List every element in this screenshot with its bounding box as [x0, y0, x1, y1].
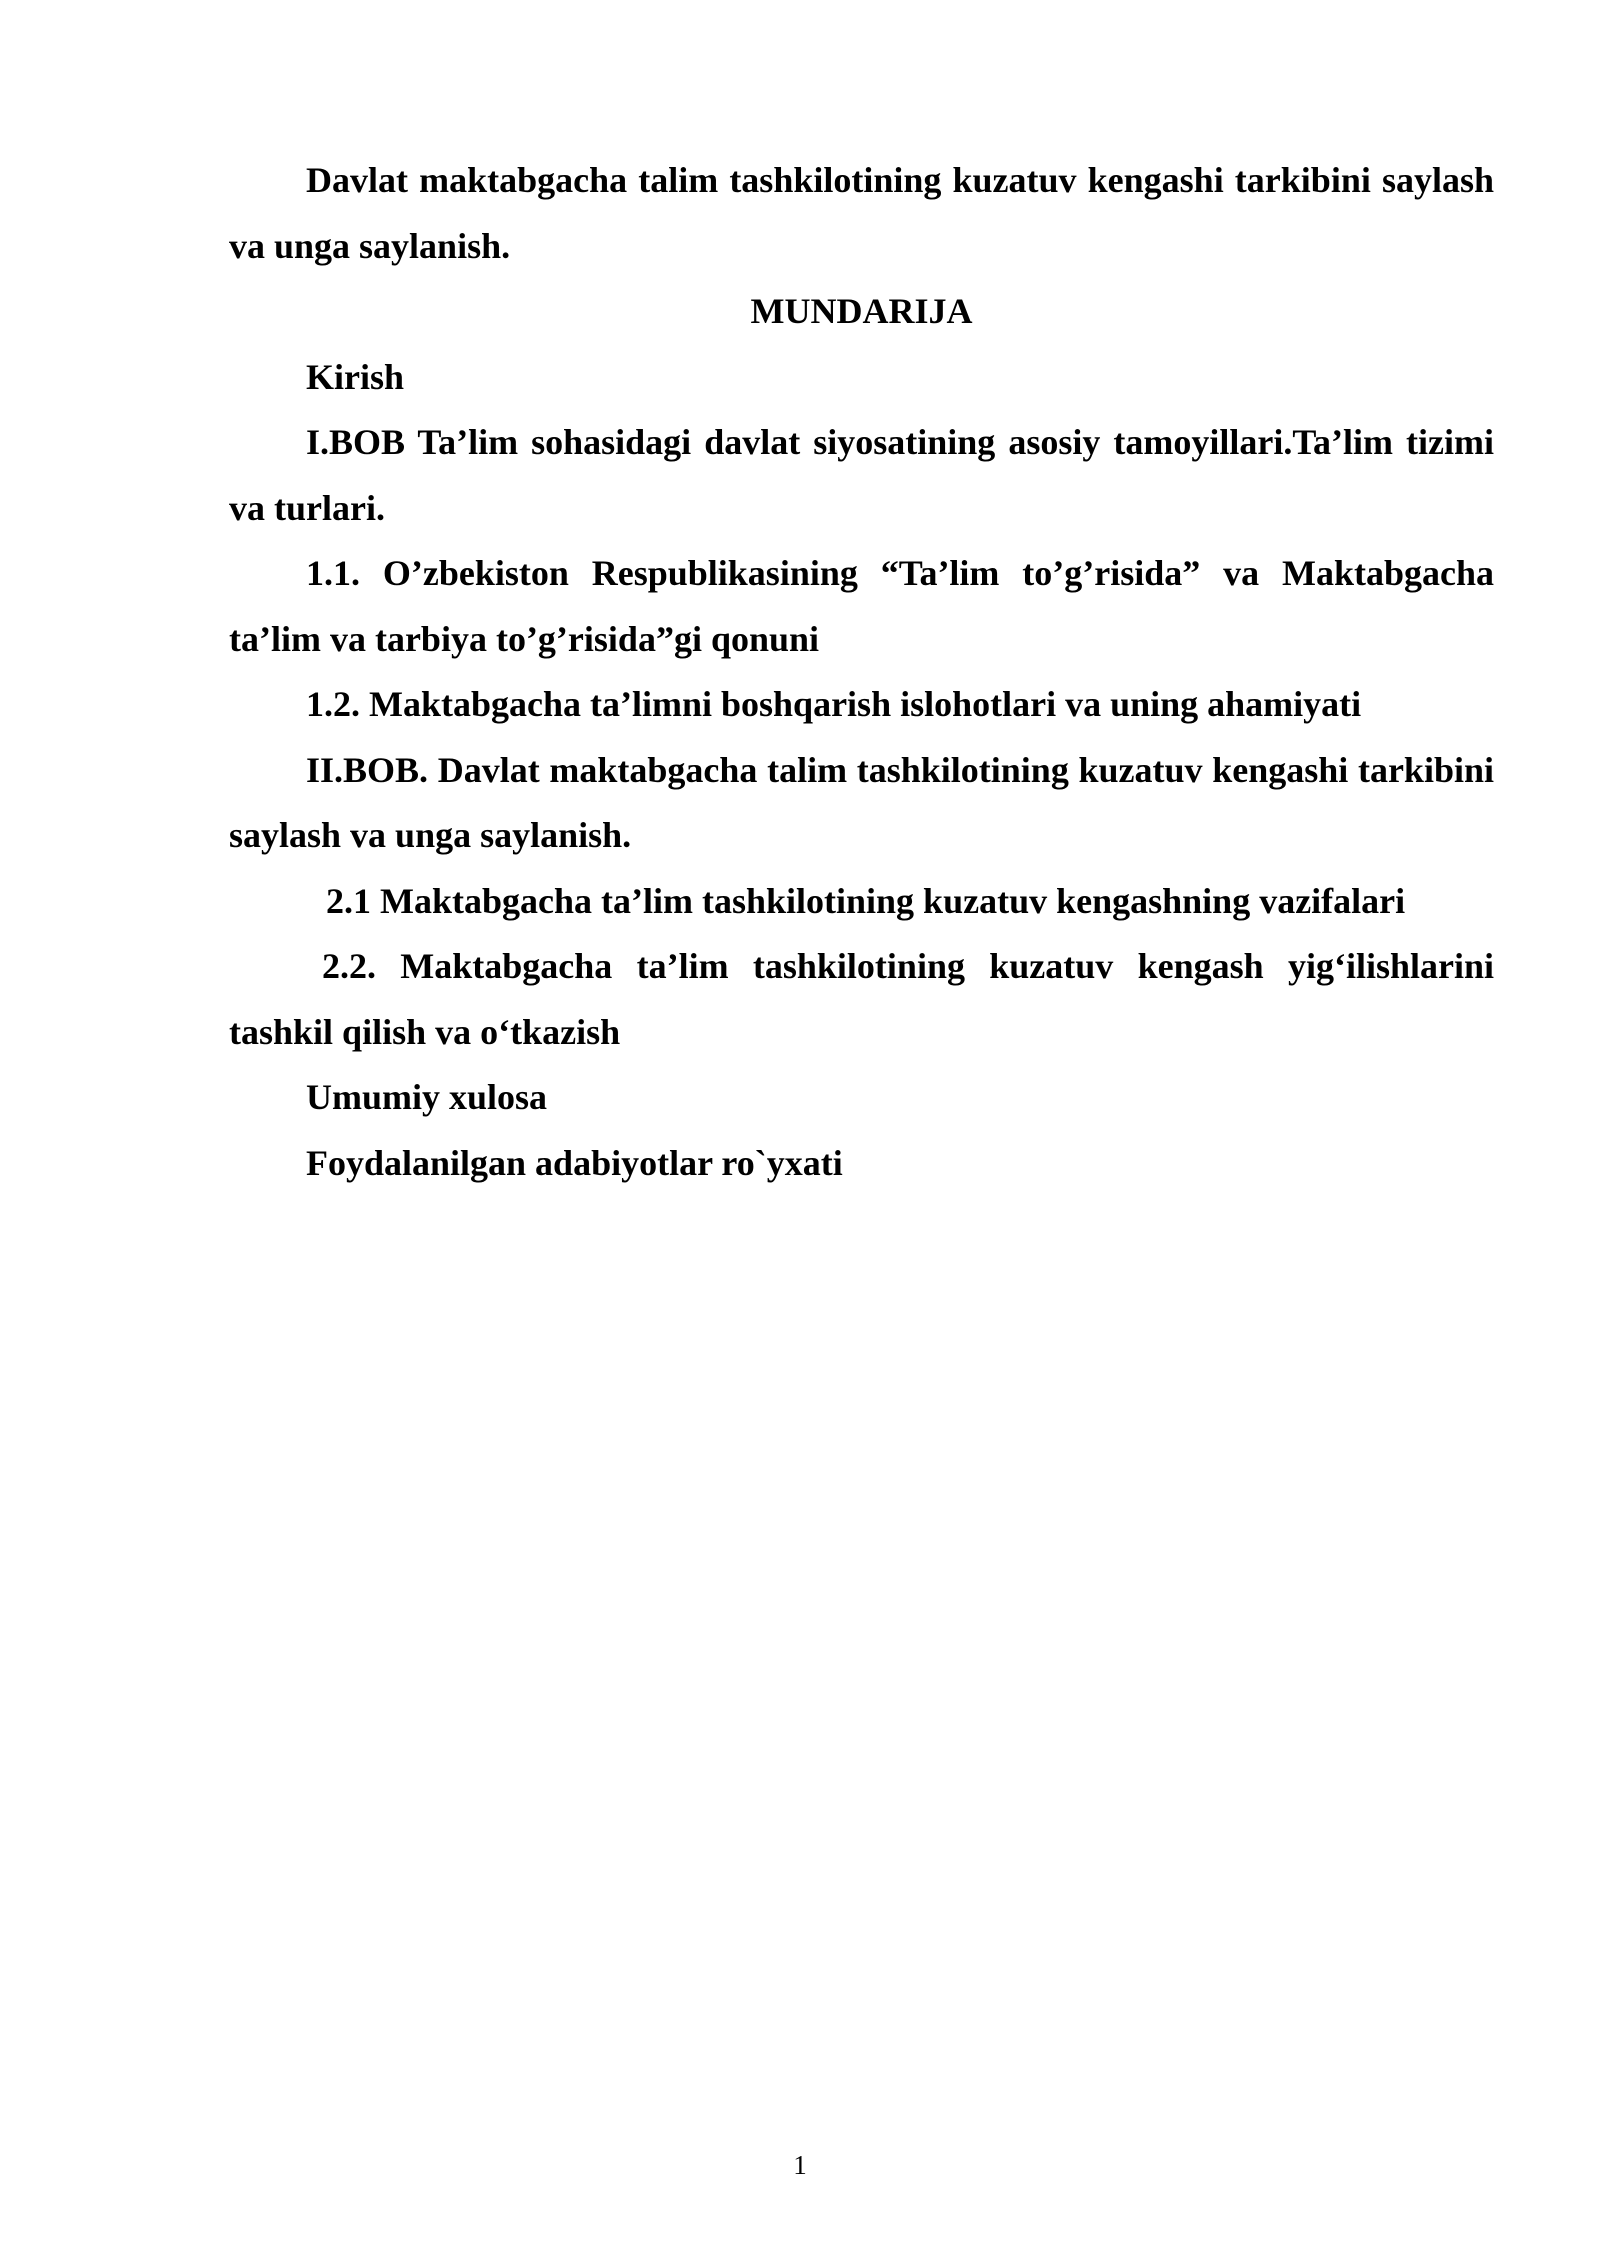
- toc-item-section-1-1: 1.1. O’zbekiston Respublikasining “Ta’lim to’g’risida” va Maktabgacha ta’lim va tarbiya to’g’risida”gi qonuni: [229, 553, 1494, 659]
- toc-heading: MUNDARIJA: [750, 291, 973, 331]
- document-body: [229, 148, 1494, 1196]
- toc-item-section-2-2: 2.2. Maktabgacha ta’lim tashkilotining kuzatuv kengash yig‘ilishlarini tashkil qilish va o‘tkazish: [229, 946, 1494, 1052]
- toc-item-section-1-2: 1.2. Maktabgacha ta’limni boshqarish islohotlari va uning ahamiyati: [306, 684, 1362, 724]
- toc-item-conclusion: Umumiy xulosa: [306, 1077, 548, 1117]
- toc-item-introduction: Kirish: [306, 356, 405, 397]
- page-number: 1: [793, 2150, 807, 2180]
- toc-item-chapter-2: II.BOB. Davlat maktabgacha talim tashkilotining kuzatuv kengashi tarkibini saylash va unga saylanish.: [229, 749, 1494, 855]
- toc-item-references: Foydalanilgan adabiyotlar ro`yxati: [306, 1142, 843, 1183]
- toc-item-chapter-1: I.BOB Ta’lim sohasidagi davlat siyosatining asosiy tamoyillari.Ta’lim tizimi va turlari.: [229, 422, 1494, 528]
- document-title: Davlat maktabgacha talim tashkilotining kuzatuv kengashi tarkibini saylash va unga saylanish.: [229, 160, 1494, 266]
- toc-item-section-2-1: 2.1 Maktabgacha ta’lim tashkilotining kuzatuv kengashning vazifalari: [326, 880, 1406, 921]
